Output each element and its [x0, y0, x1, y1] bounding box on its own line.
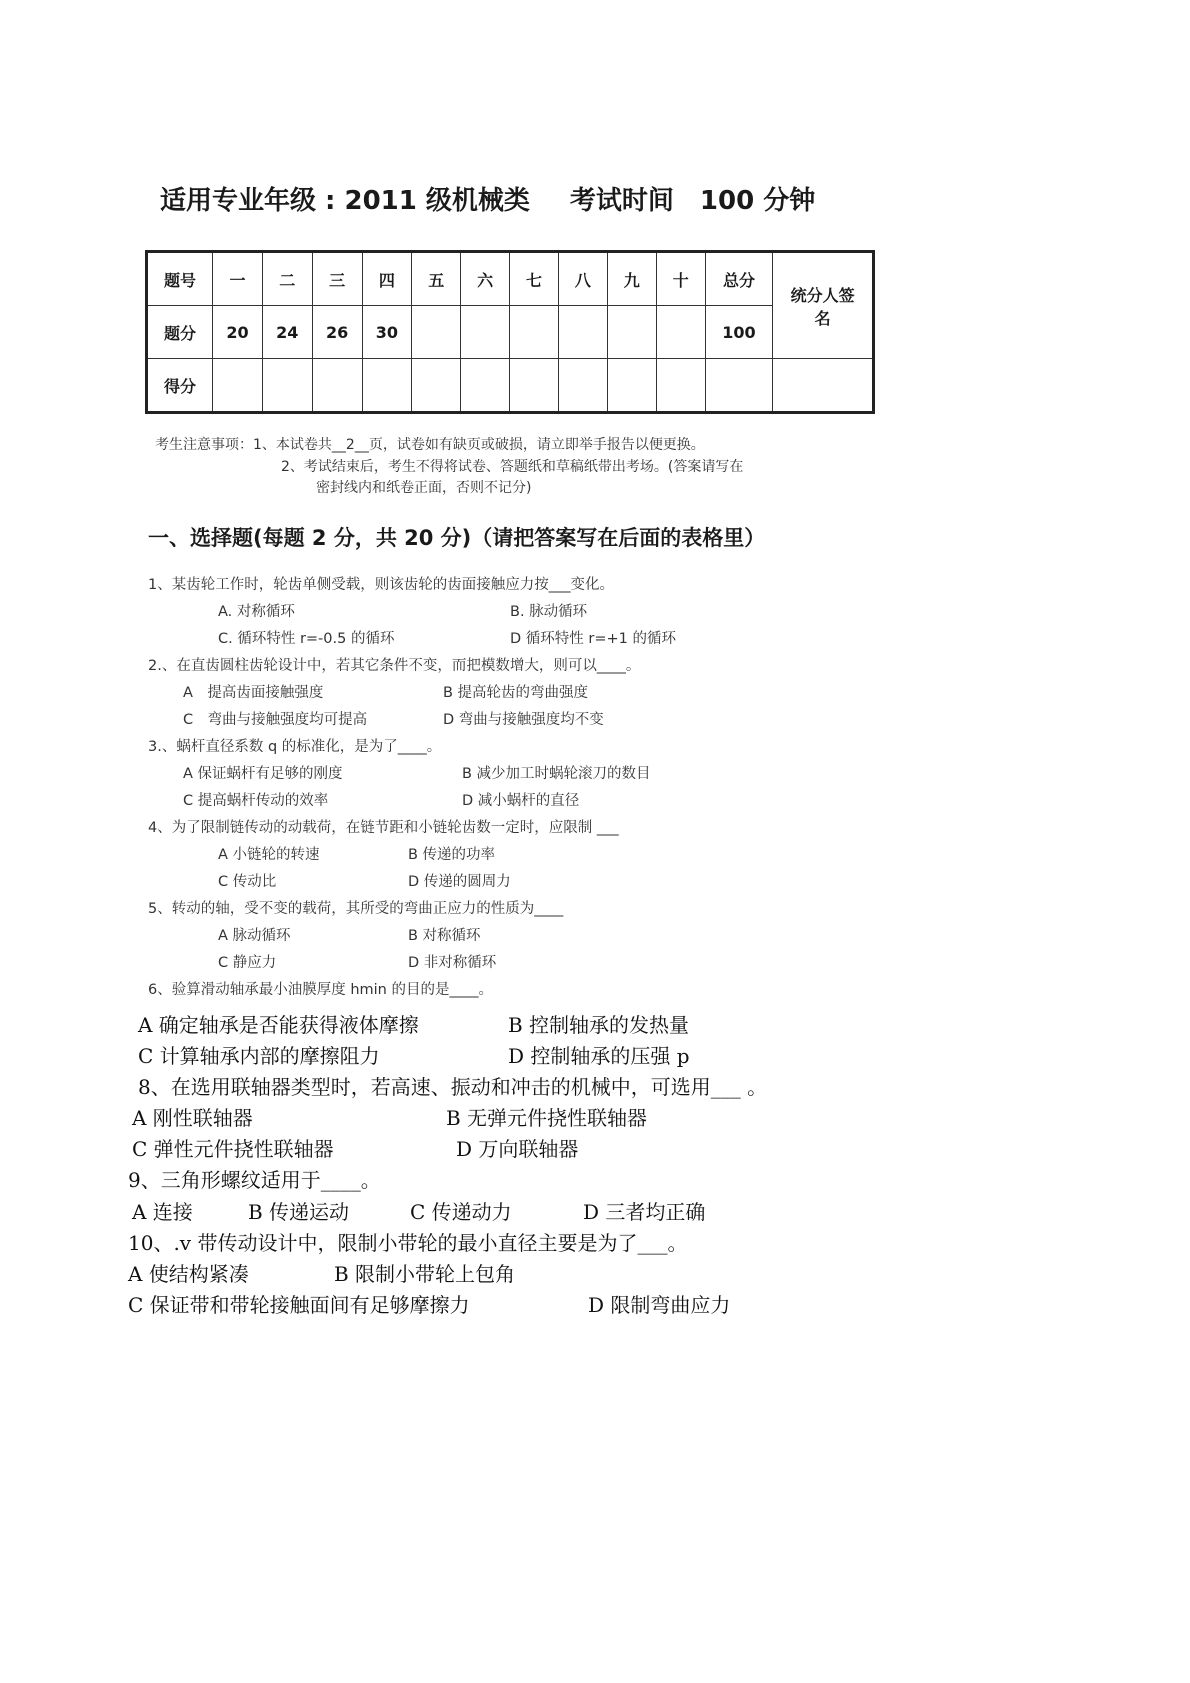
row-header: 得分	[147, 359, 213, 413]
score-cell[interactable]	[362, 359, 412, 413]
question-stem: 10、.v 带传动设计中，限制小带轮的最小直径主要是为了___。	[128, 1231, 688, 1255]
option: C 弹性元件挠性联轴器	[132, 1137, 334, 1161]
col-header: 总分	[705, 252, 773, 306]
points-cell	[461, 306, 510, 359]
option: C 计算轴承内部的摩擦阻力	[138, 1044, 380, 1068]
question-stem: 9、三角形螺纹适用于____。	[128, 1168, 381, 1192]
option: B 提高轮齿的弯曲强度	[443, 685, 589, 701]
option: D 三者均正确	[583, 1200, 706, 1224]
option: C 保证带和带轮接触面间有足够摩擦力	[128, 1293, 470, 1317]
signer-label: 统分人签名	[773, 252, 874, 359]
question-stem: 5、转动的轴，受不变的载荷，其所受的弯曲正应力的性质为____	[148, 901, 564, 917]
col-header: 二	[262, 252, 312, 306]
option: D 传递的圆周力	[408, 874, 511, 890]
option: D 万向联轴器	[456, 1137, 579, 1161]
score-cell[interactable]	[558, 359, 607, 413]
score-cell[interactable]	[312, 359, 362, 413]
option: D 循环特性 r=+1 的循环	[510, 631, 676, 647]
option: A 刚性联轴器	[132, 1106, 253, 1130]
note-1: 考生注意事项：1、本试卷共__2__页，试卷如有缺页或破损，请立即举手报告以便更换。	[155, 437, 705, 453]
col-header: 七	[510, 252, 559, 306]
option: B 减少加工时蜗轮滚刀的数目	[462, 766, 651, 782]
option: A 确定轴承是否能获得液体摩擦	[138, 1013, 419, 1037]
option: B 传递的功率	[408, 847, 496, 863]
option: B 传递运动	[248, 1200, 350, 1224]
question-stem: 8、在选用联轴器类型时，若高速、振动和冲击的机械中，可选用___ 。	[138, 1075, 768, 1099]
points-cell: 100	[705, 306, 773, 359]
score-cell[interactable]	[607, 359, 656, 413]
option: B 无弹元件挠性联轴器	[446, 1106, 648, 1130]
section-title: 一、选择题(每题 2 分，共 20 分)（请把答案写在后面的表格里）	[148, 526, 766, 550]
col-header: 六	[461, 252, 510, 306]
col-header: 九	[607, 252, 656, 306]
score-cell[interactable]	[461, 359, 510, 413]
exam-header	[160, 180, 855, 217]
option: D 非对称循环	[408, 955, 497, 971]
option: A 脉动循环	[218, 928, 291, 944]
note-3: 密封线内和纸卷正面，否则不记分)	[316, 480, 532, 496]
question-stem: 4、为了限制链传动的动载荷，在链节距和小链轮齿数一定时，应限制 ___	[148, 820, 619, 836]
score-cell[interactable]	[510, 359, 559, 413]
option: C 弯曲与接触强度均可提高	[183, 712, 368, 728]
question-stem: 1、某齿轮工作时，轮齿单侧受载，则该齿轮的齿面接触应力按___变化。	[148, 577, 614, 593]
option: D 减小蜗杆的直径	[462, 793, 580, 809]
row-header: 题分	[147, 306, 213, 359]
time-label: 考试时间 100 分钟	[569, 186, 816, 216]
score-cell[interactable]	[656, 359, 705, 413]
option: C. 循环特性 r=-0.5 的循环	[218, 631, 395, 647]
points-cell: 20	[213, 306, 263, 359]
points-cell	[510, 306, 559, 359]
score-cell[interactable]	[213, 359, 263, 413]
option: C 传动比	[218, 874, 277, 890]
points-cell	[656, 306, 705, 359]
score-table	[145, 250, 875, 414]
option: C 静应力	[218, 955, 277, 971]
col-header: 八	[558, 252, 607, 306]
option: C 传递动力	[410, 1200, 512, 1224]
score-cell[interactable]	[412, 359, 461, 413]
option: D 控制轴承的压强 p	[508, 1044, 690, 1068]
option: D 弯曲与接触强度均不变	[443, 712, 604, 728]
points-cell: 30	[362, 306, 412, 359]
score-cell[interactable]	[262, 359, 312, 413]
points-cell: 24	[262, 306, 312, 359]
option: B. 脉动循环	[510, 604, 588, 620]
option: A 连接	[132, 1200, 193, 1224]
option: B 控制轴承的发热量	[508, 1013, 690, 1037]
signer-cell[interactable]	[773, 359, 874, 413]
points-cell	[607, 306, 656, 359]
option: A 保证蜗杆有足够的刚度	[183, 766, 343, 782]
col-header: 三	[312, 252, 362, 306]
points-cell	[558, 306, 607, 359]
note-2: 2、考试结束后，考生不得将试卷、答题纸和草稿纸带出考场。(答案请写在	[281, 459, 744, 475]
question-stem: 2.、在直齿圆柱齿轮设计中，若其它条件不变，而把模数增大，则可以____。	[148, 658, 641, 674]
score-cell[interactable]	[705, 359, 773, 413]
points-cell	[412, 306, 461, 359]
col-header: 五	[412, 252, 461, 306]
option: C 提高蜗杆传动的效率	[183, 793, 329, 809]
option: D 限制弯曲应力	[588, 1293, 731, 1317]
row-header: 题号	[147, 252, 213, 306]
col-header: 一	[213, 252, 263, 306]
col-header: 十	[656, 252, 705, 306]
points-cell: 26	[312, 306, 362, 359]
grade-label: 适用专业年级 : 2011 级机械类	[160, 186, 530, 216]
question-stem: 6、验算滑动轴承最小油膜厚度 hmin 的目的是____。	[148, 982, 493, 998]
option: A 使结构紧凑	[128, 1262, 249, 1286]
option: B 限制小带轮上包角	[334, 1262, 516, 1286]
question-stem: 3.、蜗杆直径系数 q 的标准化，是为了____。	[148, 739, 442, 755]
option: A 小链轮的转速	[218, 847, 320, 863]
option: B 对称循环	[408, 928, 481, 944]
col-header: 四	[362, 252, 412, 306]
option: A 提高齿面接触强度	[183, 685, 324, 701]
option: A. 对称循环	[218, 604, 295, 620]
